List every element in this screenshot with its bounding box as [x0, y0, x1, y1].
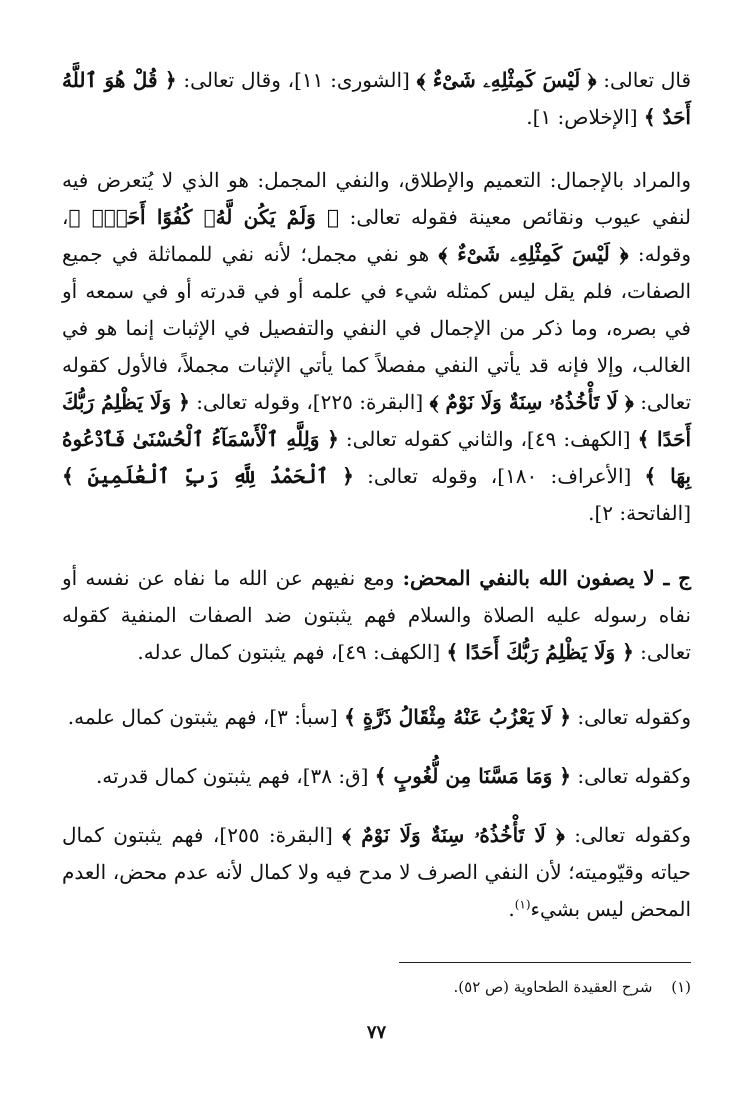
paragraph-text: [البقرة: ٢٥٥]، فهم يثبتون كمال حياته وقيّوميته؛ لأن النفي الصرف لا مدح فيه ولا كمال لأنه عدم محض، العدم المحض ليس بشيء	[62, 823, 692, 921]
quran-verse: ﴿ وَلَا يَظْلِمُ رَبُّكَ أَحَدًا ﴾	[62, 390, 692, 451]
paragraph-p6	[62, 817, 691, 928]
paragraph-text: [الكهف: ٤٩]، والثاني كقوله تعالى:	[338, 427, 638, 451]
quran-verse: ﴿ لَا تَأْخُذُهُۥ سِنَةٌ وَلَا نَوْمٌ ﴾	[429, 390, 634, 414]
paragraph-p2	[62, 162, 691, 532]
quran-verse: ﴿ وَمَا مَسَّنَا مِن لُّغُوبٍ ﴾	[374, 764, 572, 788]
paragraph-p5	[62, 758, 691, 795]
paragraph-text: [الإخلاص: ١].	[526, 105, 644, 129]
quran-verse: ﴿ لَا يَعْزُبُ عَنْهُ مِثْقَالُ ذَرَّةٍ ﴾	[344, 705, 572, 729]
paragraph-text: [سبأ: ٣]، فهم يثبتون كمال علمه.	[67, 705, 345, 729]
paragraph-text: والمراد بالإجمال: التعميم والإطلاق، والنفي المجمل: هو الذي لا يُتعرض فيه لنفي عيوب ونقائص معينة فقوله تعالى:	[62, 168, 691, 229]
paragraph-p1	[62, 62, 691, 136]
footnote-text: شرح العقيدة الطحاوية (ص ٥٢).	[453, 978, 653, 996]
quran-verse: ﴿ وَلِلَّهِ ٱلْأَسْمَآءُ ٱلْحُسْنَىٰ فَٱدْعُوهُ بِهَا ﴾	[62, 427, 691, 488]
footnote-divider	[399, 962, 691, 963]
body-text	[62, 62, 691, 928]
paragraph-text: وكقوله تعالى:	[564, 823, 691, 847]
quran-verse: ﴿ وَلَا يَظْلِمُ رَبُّكَ أَحَدًا ﴾	[446, 640, 634, 664]
quran-verse: ﴿ لَيْسَ كَمِثْلِهِۦ شَىْءٌ ﴾	[438, 242, 629, 266]
paragraph-p4	[62, 699, 691, 736]
quran-verse: ﴿ لَا تَأْخُذُهُۥ سِنَةٌ وَلَا نَوْمٌ ﴾	[342, 823, 565, 847]
quran-verse: ﴿ ٱلْحَمْدُ لِلَّهِ رَبِّ ٱلْعَٰلَمِينَ ﴾	[62, 464, 354, 488]
paragraph-text: ، وقوله:	[62, 205, 692, 266]
quran-verse: ﴿ لَيْسَ كَمِثْلِهِۦ شَىْءٌ ﴾	[416, 68, 597, 92]
paragraph-text: وكقوله تعالى:	[571, 764, 691, 788]
paragraph-text: [البقرة: ٢٢٥]، وقوله تعالى:	[189, 390, 430, 414]
paragraph-text: ومع نفيهم عن الله ما نفاه عن نفسه أو نفاه رسوله عليه الصلاة والسلام فهم يثبتون ضد الصفات المنفية كقوله تعالى:	[62, 566, 691, 664]
paragraph-text: .	[508, 897, 515, 921]
paragraph-text: وكقوله تعالى:	[571, 705, 691, 729]
footnote-number: (١)	[671, 978, 691, 996]
quran-verse: ﴿ قُلْ هُوَ ٱللَّهُ أَحَدٌ ﴾	[62, 68, 691, 129]
paragraph-p3	[62, 560, 691, 671]
footnote	[62, 976, 691, 998]
footnote-reference: (١)	[514, 897, 531, 912]
paragraph-text: قال تعالى:	[596, 68, 691, 92]
paragraph-text: [ق: ٣٨]، فهم يثبتون كمال قدرته.	[95, 764, 375, 788]
paragraph-text: هو نفي مجمل؛ لأنه نفي للمماثلة في جميع الصفات، فلم يقل ليس كمثله شيء في علمه أو في قدرته أو في سمعه أو في بصره، وما ذكر من الإجمال في النفي والتفصيل في الإثبات إنما هو في الغالب، وإلا فإنه قد يأتي النفي مفصلاً كما يأتي الإثبات مجملاً، فالأول كقوله تعالى:	[62, 242, 692, 414]
quran-verse: ﴿ وَلَمْ يَكُن لَّهُۥ كُفُوًا أَحَدٌۢ ﴾	[68, 205, 339, 229]
paragraph-text: [الفاتحة: ٢].	[588, 501, 691, 525]
paragraph-text: [الأعراف: ١٨٠]، وقوله تعالى:	[353, 464, 645, 488]
page-number: ٧٧	[366, 1022, 387, 1043]
paragraph-text: [الشورى: ١١]، وقال تعالى:	[176, 68, 417, 92]
section-heading: ج ـ لا يصفون الله بالنفي المحض:	[402, 566, 691, 590]
paragraph-text: [الكهف: ٤٩]، فهم يثبتون كمال عدله.	[137, 640, 447, 664]
